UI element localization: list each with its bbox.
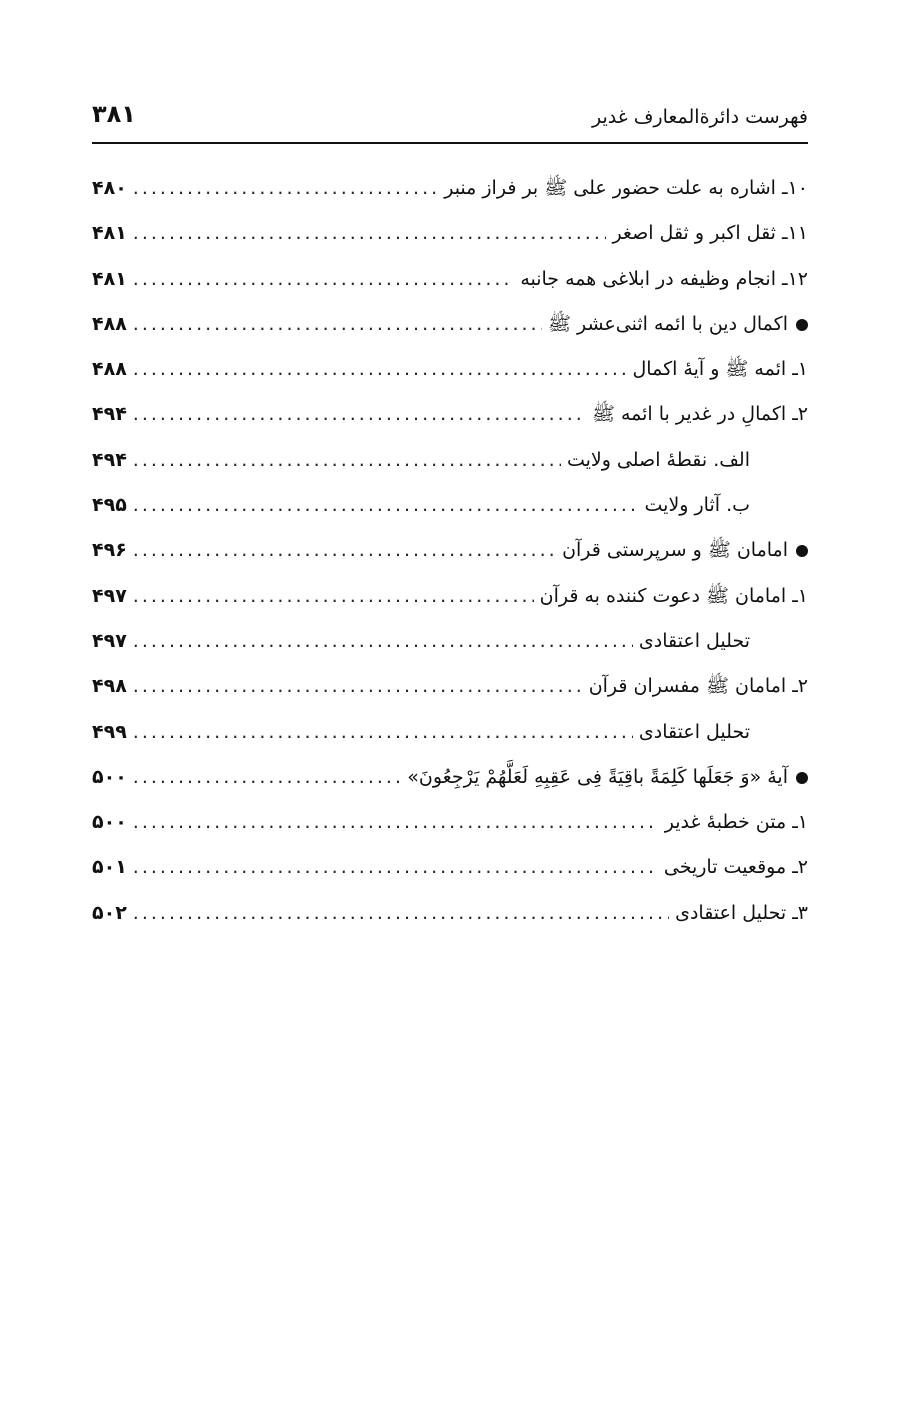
toc-entry-page-number: ۴۹۴ bbox=[92, 448, 127, 471]
dot-leader bbox=[133, 438, 561, 483]
dot-leader bbox=[133, 664, 583, 709]
toc-entry[interactable] bbox=[92, 392, 808, 437]
toc-entry-title: ب. آثار ولایت bbox=[644, 494, 750, 517]
toc-entry-title: اکمال دین با ائمه اثنی‌عشر ﷺ bbox=[548, 312, 788, 335]
toc-entry-page-number: ۵۰۱ bbox=[92, 856, 127, 879]
dot-leader bbox=[133, 755, 401, 800]
bullet-icon bbox=[796, 319, 808, 331]
dot-leader bbox=[133, 483, 639, 528]
bullet-icon bbox=[796, 545, 808, 557]
toc-entry[interactable] bbox=[92, 166, 808, 211]
toc-entry-title: ۱ـ متن خطبهٔ غدیر bbox=[664, 811, 808, 834]
toc-entry-title: ۱۲ـ انجام وظیفه در ابلاغی همه جانبه bbox=[520, 267, 808, 290]
toc-entry[interactable] bbox=[92, 664, 808, 709]
toc-entry-page-number: ۴۸۱ bbox=[92, 222, 127, 245]
dot-leader bbox=[133, 800, 659, 845]
header-rule bbox=[92, 142, 808, 144]
toc-entry[interactable] bbox=[92, 211, 808, 256]
toc-entry-title: ۱ـ ائمه ﷺ و آیهٔ اکمال bbox=[632, 358, 808, 381]
toc-entry-title: آیهٔ «وَ جَعَلَها کَلِمَةً باقِیَةً فِی عَقِبِهِ لَعَلَّهُمْ یَرْجِعُونَ» bbox=[407, 765, 788, 788]
toc-entry-page-number: ۵۰۰ bbox=[92, 811, 127, 834]
toc-entry-page-number: ۴۸۰ bbox=[92, 177, 127, 199]
toc-entry[interactable] bbox=[92, 891, 808, 936]
toc-entry-title: امامان ﷺ و سرپرستی قرآن bbox=[562, 539, 788, 562]
toc-entry-page-number: ۴۹۸ bbox=[92, 675, 127, 698]
table-of-contents bbox=[92, 166, 808, 936]
running-header-title: فهرست دائرةالمعارف غدیر bbox=[591, 106, 808, 128]
toc-entry[interactable] bbox=[92, 483, 808, 528]
toc-entry-page-number: ۵۰۰ bbox=[92, 765, 127, 788]
running-header bbox=[92, 100, 808, 140]
toc-entry[interactable] bbox=[92, 800, 808, 845]
page-number: ۳۸۱ bbox=[92, 100, 136, 128]
dot-leader bbox=[133, 302, 542, 347]
toc-entry-title: ۱۱ـ ثقل اکبر و ثقل اصغر bbox=[612, 222, 808, 245]
toc-entry-page-number: ۴۹۹ bbox=[92, 720, 127, 743]
dot-leader bbox=[133, 392, 586, 437]
toc-entry[interactable] bbox=[92, 710, 808, 755]
toc-entry-title: ۲ـ اکمالِ در غدیر با ائمه ﷺ bbox=[591, 403, 808, 426]
toc-entry-page-number: ۴۸۱ bbox=[92, 267, 127, 290]
toc-entry-page-number: ۴۹۶ bbox=[92, 539, 127, 562]
dot-leader bbox=[133, 619, 633, 664]
toc-entry[interactable] bbox=[92, 619, 808, 664]
toc-entry-title: ۲ـ امامان ﷺ مفسران قرآن bbox=[588, 675, 808, 698]
toc-entry[interactable] bbox=[92, 528, 808, 573]
book-page bbox=[92, 0, 808, 1410]
dot-leader bbox=[133, 845, 658, 890]
toc-entry[interactable] bbox=[92, 438, 808, 483]
dot-leader bbox=[133, 166, 438, 211]
toc-entry-title: ۱۰ـ اشاره به علت حضور علی ﷺ بر فراز منبر bbox=[444, 177, 808, 199]
dot-leader bbox=[133, 211, 607, 256]
toc-entry-title: ۳ـ تحلیل اعتقادی bbox=[675, 901, 808, 924]
toc-entry[interactable] bbox=[92, 302, 808, 347]
toc-entry-title: تحلیل اعتقادی bbox=[638, 720, 750, 743]
toc-entry[interactable] bbox=[92, 347, 808, 392]
bullet-icon bbox=[796, 772, 808, 784]
dot-leader bbox=[133, 891, 669, 936]
dot-leader bbox=[133, 574, 534, 619]
dot-leader bbox=[133, 528, 556, 573]
toc-entry-page-number: ۴۹۷ bbox=[92, 629, 127, 652]
toc-entry-title: الف. نقطهٔ اصلی ولایت bbox=[566, 448, 750, 471]
toc-entry-page-number: ۴۹۷ bbox=[92, 584, 127, 607]
dot-leader bbox=[133, 257, 515, 302]
toc-entry-page-number: ۴۹۴ bbox=[92, 403, 127, 426]
toc-entry-page-number: ۴۸۸ bbox=[92, 358, 127, 381]
toc-entry-title: ۱ـ امامان ﷺ دعوت کننده به قرآن bbox=[539, 584, 808, 607]
toc-entry-page-number: ۵۰۲ bbox=[92, 901, 127, 924]
toc-entry-title: ۲ـ موقعیت تاریخی bbox=[663, 856, 808, 879]
toc-entry[interactable] bbox=[92, 755, 808, 800]
toc-entry-title: تحلیل اعتقادی bbox=[638, 629, 750, 652]
toc-entry[interactable] bbox=[92, 845, 808, 890]
toc-entry[interactable] bbox=[92, 257, 808, 302]
toc-entry-page-number: ۴۸۸ bbox=[92, 312, 127, 335]
toc-entry-page-number: ۴۹۵ bbox=[92, 494, 127, 517]
dot-leader bbox=[133, 347, 627, 392]
toc-entry[interactable] bbox=[92, 574, 808, 619]
dot-leader bbox=[133, 710, 633, 755]
